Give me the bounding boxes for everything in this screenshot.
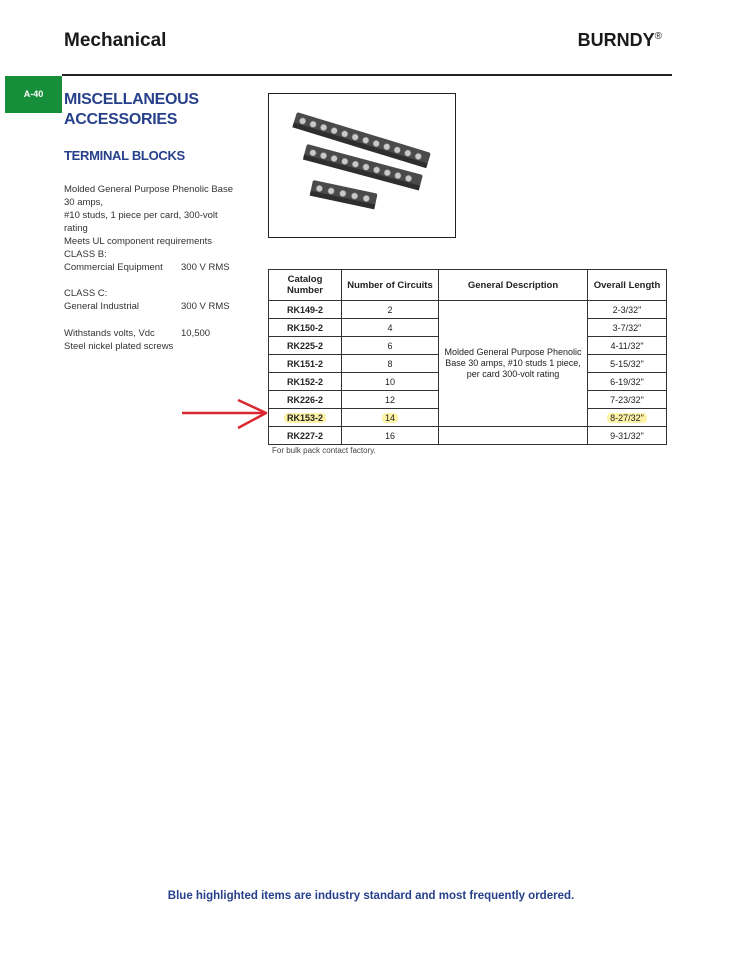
class-c-name: CLASS C: (64, 288, 108, 299)
highlighted-length: 8-27/32" (607, 413, 647, 423)
header-rule (62, 74, 672, 76)
page-tab: A-40 (5, 76, 62, 113)
highlighted-catalog: RK153-2 (284, 413, 326, 423)
table-row: RK152-2 10 6-19/32" (269, 373, 667, 391)
col-catalog-number: Catalog Number (269, 270, 342, 301)
brand-logo: BURNDY® (577, 30, 662, 50)
terminal-blocks-illustration (269, 94, 454, 236)
col-general-description: General Description (439, 270, 588, 301)
class-b-value: 300 V RMS (181, 262, 230, 273)
highlighted-circuits: 14 (382, 413, 398, 423)
footer-note: Blue highlighted items are industry standard and most frequently ordered. (167, 890, 575, 902)
product-table (268, 269, 667, 445)
red-arrow-icon (180, 398, 270, 432)
col-overall-length: Overall Length (588, 270, 667, 301)
table-row: RK225-2 6 4-11/32" (269, 337, 667, 355)
section-subtitle: TERMINAL BLOCKS (64, 148, 185, 163)
col-number-of-circuits: Number of Circuits (342, 270, 439, 301)
section-title: Mechanical (64, 30, 167, 51)
general-description-cell: Molded General Purpose Phenolic Base 30 amps, #10 studs 1 piece, per card 300-volt rating (439, 301, 588, 427)
withstands-value: 10,500 (181, 328, 211, 339)
withstands-label: Withstands volts, Vdc (64, 328, 155, 339)
page-title: MISCELLANEOUS ACCESSORIES (64, 91, 199, 128)
table-row: RK150-2 4 3-7/32" (269, 319, 667, 337)
table-row: RK226-2 12 7-23/32" (269, 391, 667, 409)
product-photo (268, 93, 456, 238)
class-b-label: Commercial Equipment (64, 262, 163, 273)
table-row: RK227-2 16 9-31/32" (269, 427, 667, 445)
class-b-name: CLASS B: (64, 249, 107, 260)
class-c-value: 300 V RMS (181, 301, 230, 312)
table-row: RK151-2 8 5-15/32" (269, 355, 667, 373)
bulk-pack-note: For bulk pack contact factory. (272, 446, 376, 455)
table-row: RK149-2 2 Molded General Purpose Phenolic Base 30 amps, #10 studs 1 piece, per card 300-volt rating 2-3/32" (269, 301, 667, 319)
product-description: Molded General Purpose Phenolic Base 30 amps, #10 studs, 1 piece per card, 300-volt rating Meets UL component requirements (64, 184, 233, 247)
screws-text: Steel nickel plated screws (64, 341, 174, 352)
class-c-label: General Industrial (64, 301, 139, 312)
